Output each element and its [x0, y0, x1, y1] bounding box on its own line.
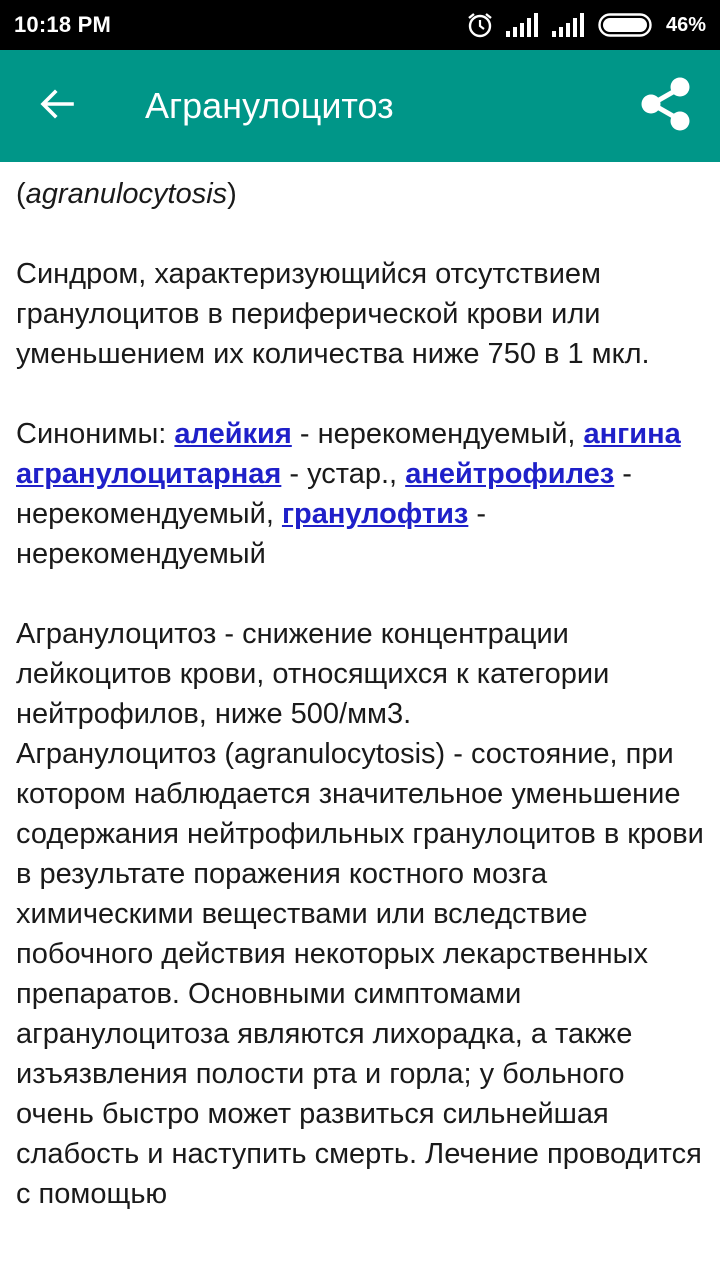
- signal-icon: [506, 13, 540, 37]
- battery-icon: [598, 13, 654, 37]
- alarm-icon: [466, 11, 494, 39]
- paragraph-2: Агранулоцитоз (agranulocytosis) - состояние, при котором наблюдается значительное уменьшение содержания нейтрофильных гранулоцитов в крови в результате поражения костного мозга химическими веществами или вследствие побочного действия некоторых лекарственных препаратов. Основными симптомами агранулоцитоза являются лихорадка, а также изъязвления полости рта и горла; у больного очень быстро может развиться сильнейшая слабость и наступить смерть. Лечение проводится с помощью: [16, 738, 704, 1210]
- battery-percent: 46%: [665, 13, 706, 36]
- signal-icon: [552, 13, 586, 37]
- arrow-back-icon: [36, 84, 76, 129]
- latin-term: agranulocytosis: [25, 178, 228, 210]
- latin-term-line: (agranulocytosis): [16, 178, 237, 210]
- page-title: Агранулоцитоз: [145, 85, 394, 126]
- paragraph-1: Агранулоцитоз - снижение концентрации лейкоцитов крови, относящихся к категории нейтрофилов, ниже 500/мм3.: [16, 618, 610, 730]
- app-bar: [0, 50, 720, 162]
- status-time: 10:18 PM: [14, 12, 111, 37]
- synonyms-label: Синонимы:: [16, 418, 175, 450]
- back-button[interactable]: [24, 78, 88, 134]
- synonym-link-aneutrophilosis[interactable]: анейтрофилез: [405, 458, 615, 490]
- share-button[interactable]: [634, 76, 698, 136]
- status-bar: [0, 0, 720, 50]
- status-icons: [466, 11, 706, 39]
- synonym-link-granulophthisis[interactable]: гранулофтиз: [281, 498, 469, 530]
- article-body: [16, 174, 710, 1214]
- definition-paragraph: Синдром, характеризующийся отсутствием гранулоцитов в периферической крови или уменьшением их количества ниже 750 в 1 мкл.: [16, 258, 650, 370]
- share-icon: [638, 76, 694, 137]
- synonym-link-angina[interactable]: ангина агранулоцитарная: [16, 418, 681, 490]
- synonyms-paragraph: Синонимы: алейкия - нерекомендуемый, ангина агранулоцитарная - устар., анейтрофилез - нерекомендуемый, гранулофтиз - нерекомендуемый: [16, 418, 681, 570]
- synonym-link-aleukia[interactable]: алейкия: [174, 418, 292, 450]
